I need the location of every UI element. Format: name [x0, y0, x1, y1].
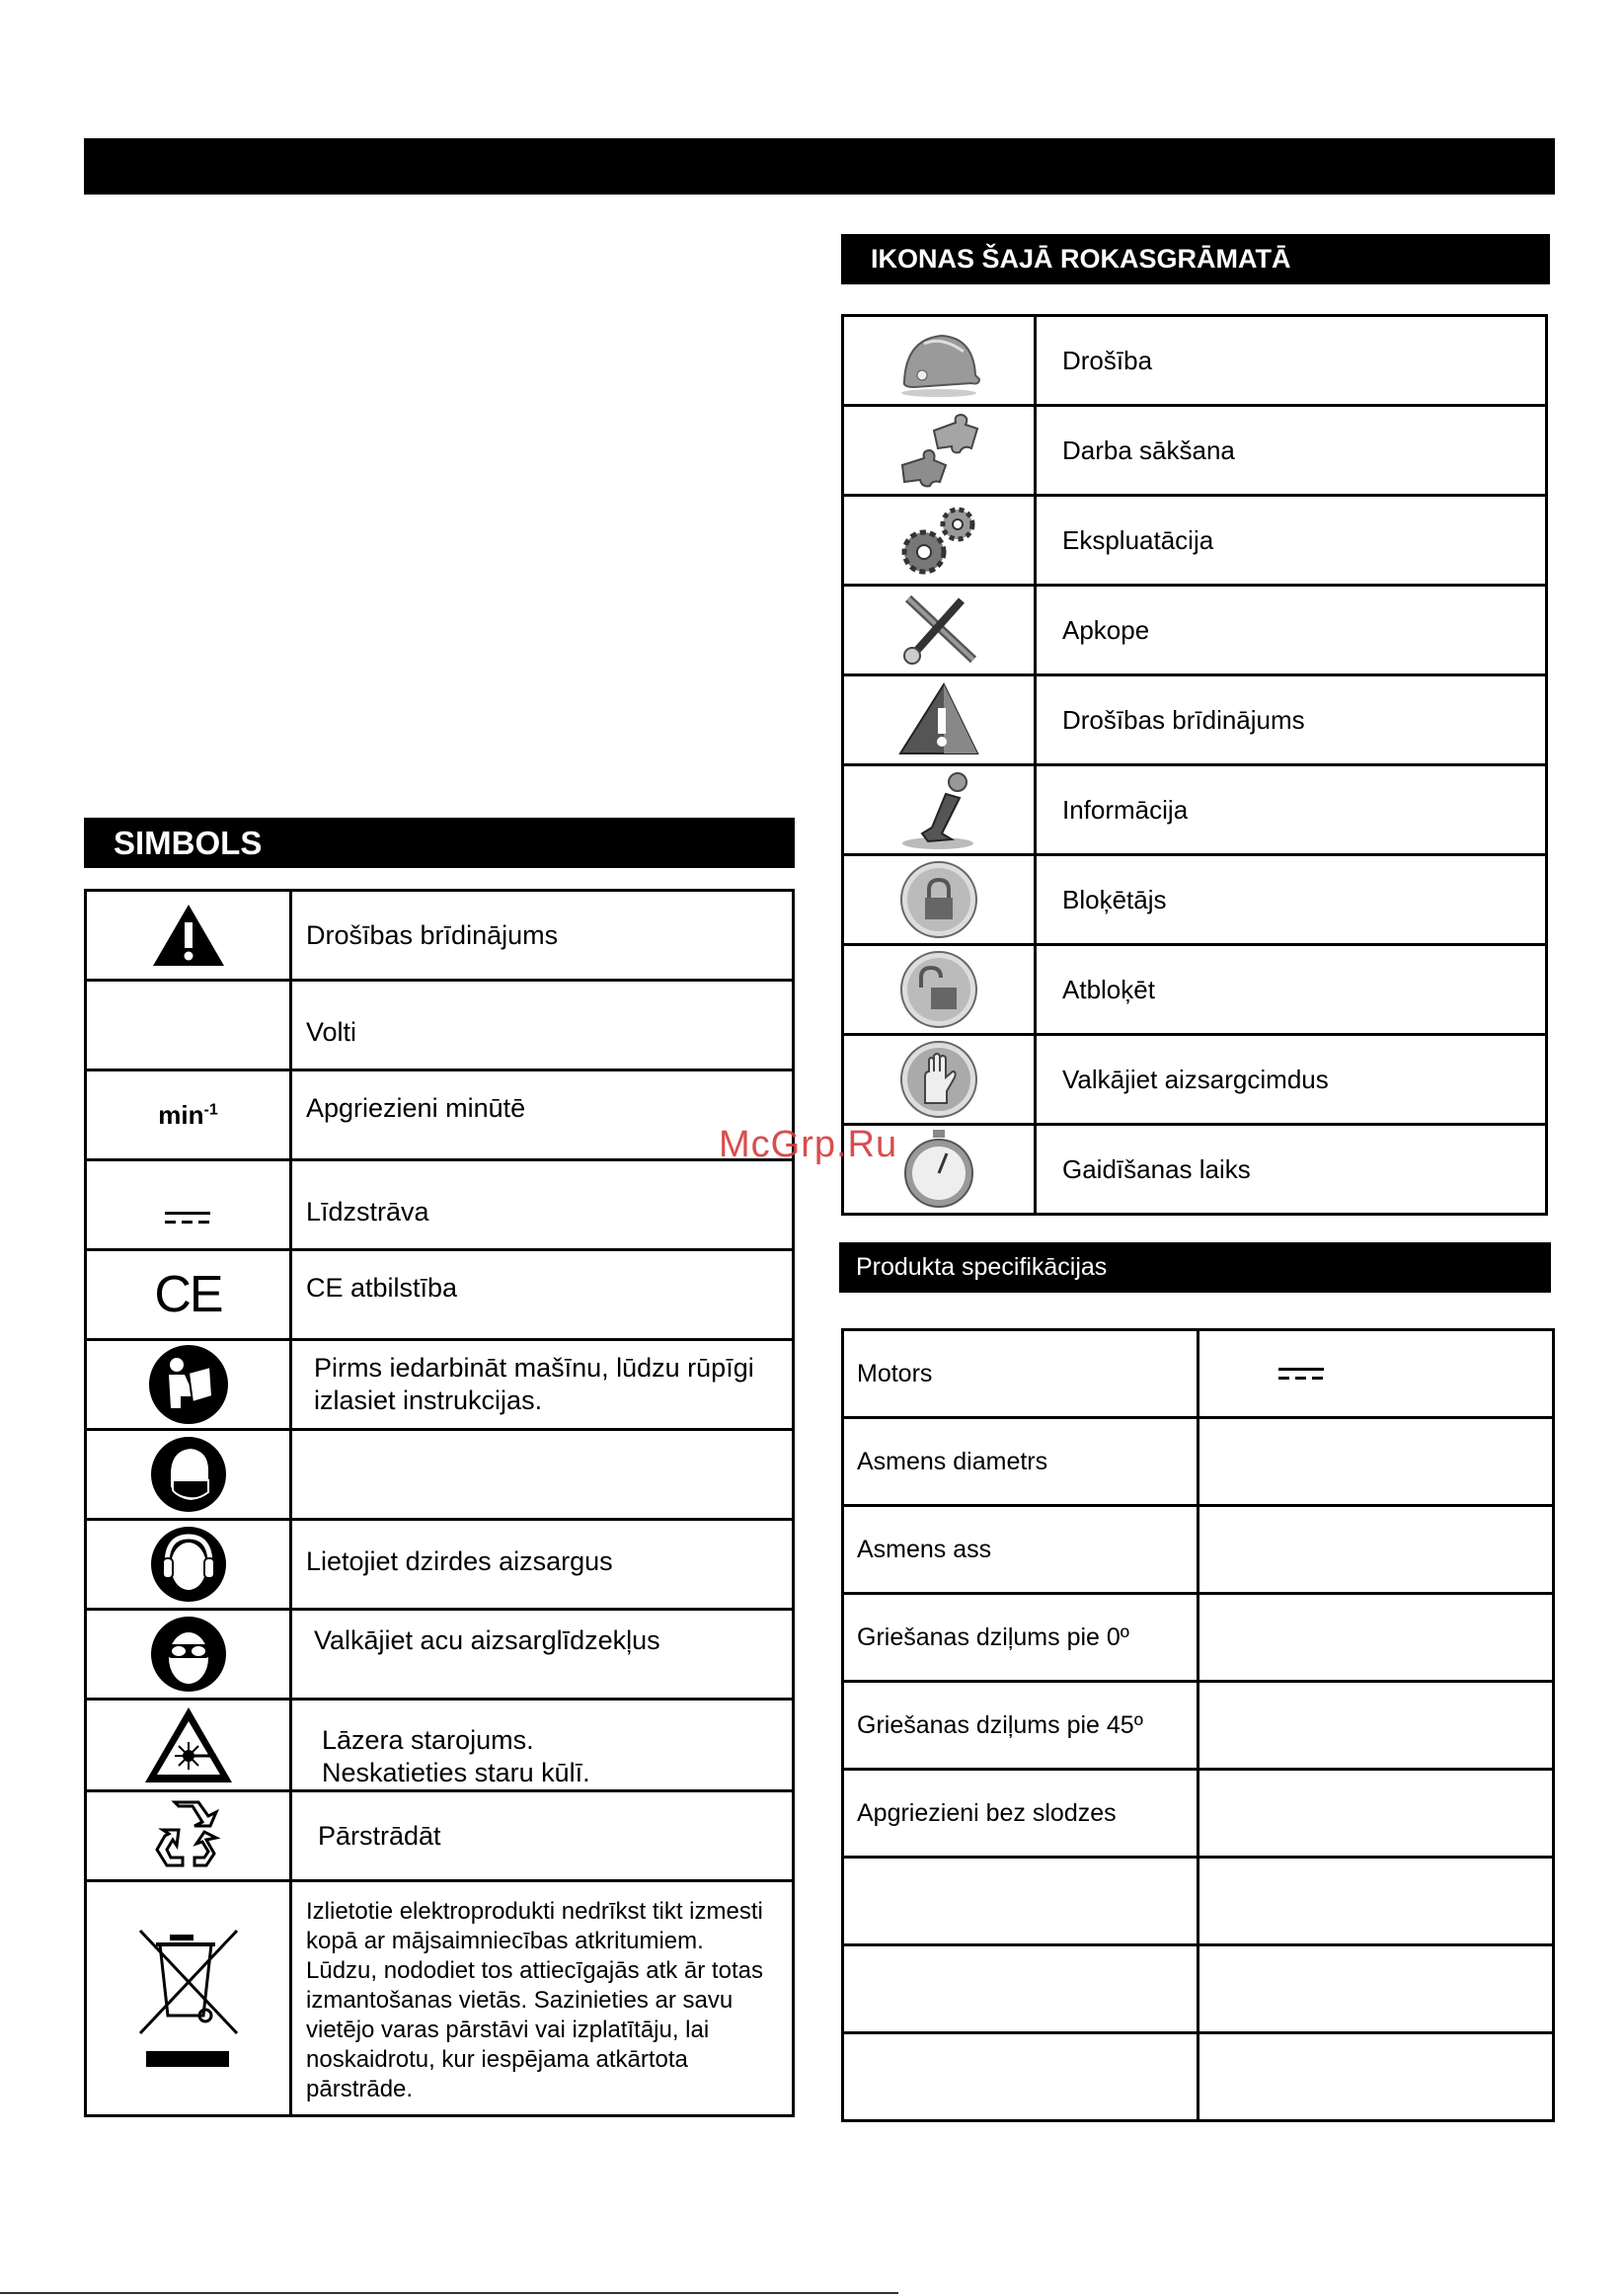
- symbols-section-title-text: SIMBOLS: [114, 824, 263, 861]
- helmet-icon: [894, 324, 983, 398]
- symbol-row: [86, 1430, 794, 1520]
- icons-row-label: Informācija: [1036, 765, 1547, 855]
- dust-mask-icon: [149, 1435, 228, 1514]
- spec-label: Asmens ass: [843, 1506, 1199, 1594]
- icons-row-label: Ekspluatācija: [1036, 496, 1547, 586]
- symbol-row: [86, 1700, 794, 1791]
- spec-value: [1199, 1945, 1554, 2033]
- tools-icon: [894, 591, 983, 670]
- symbol-label: CE atbilstība: [291, 1250, 794, 1340]
- icons-row-label: Darba sākšana: [1036, 406, 1547, 496]
- volts-icon-cell: [86, 981, 291, 1070]
- spec-row: [843, 2033, 1554, 2121]
- gears-icon: [894, 501, 983, 580]
- spec-row: [843, 1945, 1554, 2033]
- spec-label: [843, 1945, 1199, 2033]
- ear-protection-icon-cell: [86, 1520, 291, 1610]
- icons-row-label: Valkājiet aizsargcimdus: [1036, 1035, 1547, 1125]
- warning-icon: [151, 903, 226, 968]
- rpm-text: min: [158, 1099, 204, 1130]
- icons-table: [841, 314, 1548, 1216]
- info-figure-icon: [894, 768, 983, 852]
- spec-value: [1199, 1858, 1554, 1945]
- symbol-row: [86, 1610, 794, 1700]
- read-manual-icon: [147, 1343, 230, 1426]
- icons-row-label: Bloķētājs: [1036, 855, 1547, 945]
- dust-mask-icon-cell: [86, 1430, 291, 1520]
- icons-section-title: [841, 234, 1550, 284]
- lock-icon-cell: [843, 855, 1036, 945]
- bottom-divider: [0, 2292, 898, 2294]
- eye-protection-icon-cell: [86, 1610, 291, 1700]
- symbol-label: Lāzera starojums. Neskatieties staru kūlī.: [291, 1700, 794, 1791]
- symbol-row-weee: [86, 1881, 794, 2116]
- icons-row-label: Atbloķēt: [1036, 945, 1547, 1035]
- spec-row: [843, 1506, 1554, 1594]
- gears-icon-cell: [843, 496, 1036, 586]
- spec-row: [843, 1770, 1554, 1858]
- specs-section-title-text: Produkta specifikācijas: [856, 1253, 1108, 1281]
- unlock-icon-cell: [843, 945, 1036, 1035]
- symbol-label: Līdzstrāva: [291, 1160, 794, 1250]
- helmet-icon-cell: [843, 316, 1036, 406]
- watermark: McGrp.Ru: [719, 1124, 898, 1165]
- spec-value: [1199, 1418, 1554, 1506]
- symbol-label: Apgriezieni minūtē: [291, 1070, 794, 1160]
- spec-row: [843, 1682, 1554, 1770]
- unlock-icon: [897, 948, 980, 1031]
- recycle-icon: [149, 1796, 228, 1875]
- spec-value: [1199, 1594, 1554, 1682]
- gloves-icon: [897, 1038, 980, 1121]
- laser-warning-icon-cell: [86, 1700, 291, 1791]
- symbol-label: [291, 1430, 794, 1520]
- warning-icon-cell: [86, 891, 291, 981]
- read-manual-icon-cell: [86, 1340, 291, 1430]
- spec-label: [843, 1858, 1199, 1945]
- icons-row-label: Gaidīšanas laiks: [1036, 1125, 1547, 1215]
- lock-icon: [897, 858, 980, 941]
- eye-protection-icon: [149, 1615, 228, 1694]
- stopwatch-icon: [897, 1128, 980, 1211]
- puzzle-icon: [894, 411, 983, 490]
- spec-label: Motors: [843, 1330, 1199, 1418]
- symbol-row: [86, 1340, 794, 1430]
- dc-current-icon: [1278, 1366, 1326, 1382]
- symbols-section-title: [84, 818, 795, 868]
- warning-triangle-icon: [894, 680, 983, 759]
- laser-warning-icon: [143, 1704, 234, 1785]
- symbol-row: [86, 1160, 794, 1250]
- icons-row: [843, 945, 1547, 1035]
- weee-text: Izlietotie elektroprodukti nedrīkst tikt izmesti kopā ar mājsaimniecības atkritumiem. Lūdzu, nododiet tos attiecīgajās atk ār totas izmantošanas vietās. Sazinieties ar savu vietējo varas pārstāvi vai izplatītāju, lai noskaidrotu, kur iespējama atkārtota pārstrāde.: [291, 1881, 794, 2116]
- specs-table: [841, 1328, 1555, 2122]
- spec-label: Asmens diametrs: [843, 1418, 1199, 1506]
- weee-bin-icon: [134, 1925, 243, 2073]
- spec-label: Griešanas dziļums pie 45º: [843, 1682, 1199, 1770]
- symbol-label: Valkājiet acu aizsarglīdzekļus: [291, 1610, 794, 1700]
- tools-icon-cell: [843, 586, 1036, 675]
- symbol-label: Volti: [291, 981, 794, 1070]
- spec-row: [843, 1858, 1554, 1945]
- symbol-row: [86, 1520, 794, 1610]
- puzzle-icon-cell: [843, 406, 1036, 496]
- spec-value: [1199, 1330, 1554, 1418]
- icons-row: [843, 1035, 1547, 1125]
- symbol-label: Pirms iedarbināt mašīnu, lūdzu rūpīgi izlasiet instrukcijas.: [291, 1340, 794, 1430]
- dc-current-icon: [165, 1210, 212, 1226]
- icons-row: [843, 675, 1547, 765]
- icons-section-title-text: IKONAS ŠAJĀ ROKASGRĀMATĀ: [871, 244, 1291, 274]
- rpm-icon: [158, 1100, 217, 1130]
- symbol-row: [86, 1070, 794, 1160]
- dc-current-icon-cell: [86, 1160, 291, 1250]
- spec-row: [843, 1594, 1554, 1682]
- icons-row: [843, 496, 1547, 586]
- symbol-row: [86, 1791, 794, 1881]
- weee-bin-icon-cell: [86, 1881, 291, 2116]
- icons-row: [843, 586, 1547, 675]
- warning-triangle-icon-cell: [843, 675, 1036, 765]
- ear-protection-icon: [149, 1525, 228, 1604]
- icons-row: [843, 855, 1547, 945]
- icons-row-label: Apkope: [1036, 586, 1547, 675]
- spec-label: Apgriezieni bez slodzes: [843, 1770, 1199, 1858]
- icons-row-label: Drošība: [1036, 316, 1547, 406]
- info-figure-icon-cell: [843, 765, 1036, 855]
- ce-mark-icon: CE: [154, 1266, 222, 1323]
- symbol-label: Lietojiet dzirdes aizsargus: [291, 1520, 794, 1610]
- icons-row: [843, 406, 1547, 496]
- recycle-icon-cell: [86, 1791, 291, 1881]
- spec-value: [1199, 1506, 1554, 1594]
- top-header-bar: [84, 138, 1555, 195]
- symbol-row: [86, 981, 794, 1070]
- spec-value: [1199, 1770, 1554, 1858]
- spec-label: [843, 2033, 1199, 2121]
- symbol-row: [86, 891, 794, 981]
- gloves-icon-cell: [843, 1035, 1036, 1125]
- specs-section-title: [839, 1242, 1551, 1293]
- spec-row: [843, 1330, 1554, 1418]
- icons-row: [843, 765, 1547, 855]
- icons-row: [843, 316, 1547, 406]
- rpm-icon-cell: [86, 1070, 291, 1160]
- symbols-table: [84, 889, 795, 2117]
- icons-row-label: Drošības brīdinājums: [1036, 675, 1547, 765]
- rpm-sup: -1: [203, 1100, 218, 1118]
- spec-value: [1199, 1682, 1554, 1770]
- spec-value: [1199, 2033, 1554, 2121]
- symbol-label: Drošības brīdinājums: [291, 891, 794, 981]
- spec-label: Griešanas dziļums pie 0º: [843, 1594, 1199, 1682]
- symbol-row: [86, 1250, 794, 1340]
- ce-mark-icon-cell: [86, 1250, 291, 1340]
- spec-row: [843, 1418, 1554, 1506]
- symbol-label: Pārstrādāt: [291, 1791, 794, 1881]
- icons-row: [843, 1125, 1547, 1215]
